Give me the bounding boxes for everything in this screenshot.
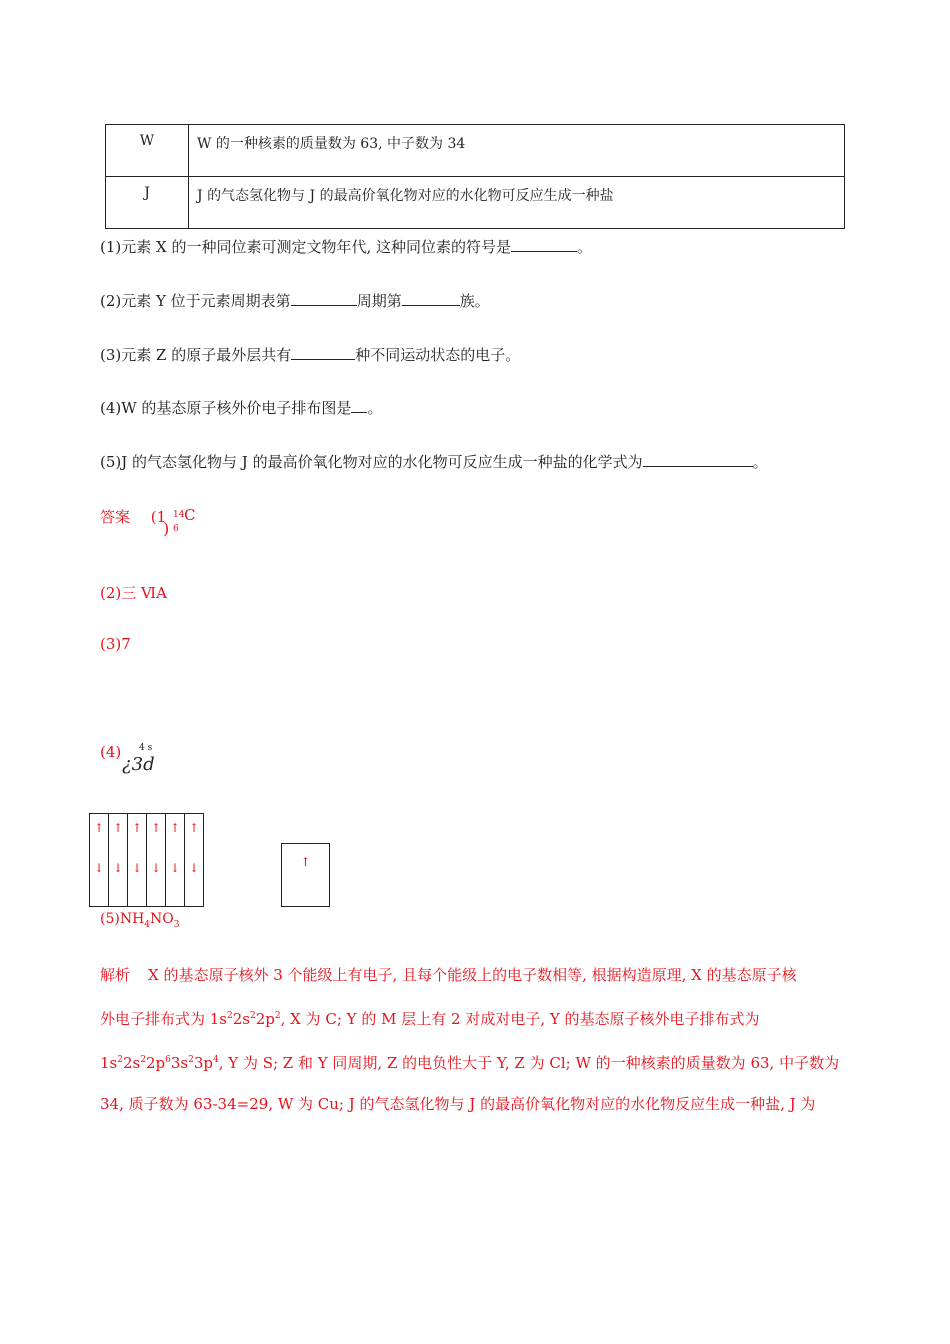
spin-up-arrow: ↑ (150, 821, 162, 835)
explanation (100, 955, 860, 1125)
answer-5 (100, 911, 180, 930)
question-text: 种不同运动状态的电子。 (355, 346, 521, 364)
orbital-box (147, 814, 166, 906)
answer-blank (291, 345, 355, 360)
superscript: 2 (188, 1055, 194, 1065)
spin-down-arrow: ↓ (93, 861, 105, 875)
question-text: (1)元素 X 的一种同位素可测定文物年代, 这种同位素的符号是 (100, 238, 512, 256)
question-text: (4)W 的基态原子核外价电子排布图是 (100, 399, 352, 417)
table-desc-cell: J 的气态氢化物与 J 的最高价氧化物对应的水化物可反应生成一种盐 (189, 177, 845, 229)
answer-4-prefix: (4) (100, 743, 122, 761)
formula-part: NO (150, 911, 174, 927)
explanation-text: 3p (193, 1054, 213, 1072)
spin-down-arrow: ↓ (169, 861, 181, 875)
element-info-table (105, 124, 845, 229)
table-desc-cell: W 的一种核素的质量数为 63, 中子数为 34 (189, 125, 845, 177)
explanation-line (100, 996, 860, 1040)
orbital-diagram-3d (89, 813, 204, 907)
orbital-box (185, 814, 203, 906)
answer-paren: ) (163, 519, 170, 538)
formula-part: (5)NH (100, 911, 145, 927)
orbital-diagram-4s (281, 843, 330, 907)
question-text: 。 (752, 453, 768, 471)
explanation-text: 2s (122, 1054, 141, 1072)
isotope-mass-number: 14 (173, 510, 185, 520)
answer-label: 答案 (100, 508, 131, 526)
question-text: (2)元素 Y 位于元素周期表第 (100, 292, 291, 310)
table-key-cell: J (106, 177, 189, 229)
spin-up-arrow: ↑ (93, 821, 105, 835)
explanation-text: 3s (170, 1054, 189, 1072)
answer-blank (643, 452, 753, 467)
answer-blank (351, 398, 367, 413)
spin-up-arrow: ↑ (112, 821, 124, 835)
question-text: 周期第 (356, 292, 402, 310)
superscript: 4 (213, 1055, 219, 1065)
isotope-symbol: C (184, 506, 196, 524)
answer-2: (2)三 ⅥA (100, 584, 167, 602)
explanation-text: , X 为 C; Y 的 M 层上有 2 对成对电子, Y 的基态原子核外电子排布式为 (280, 1010, 760, 1028)
spin-up-arrow: ↑ (169, 821, 181, 835)
question-4 (100, 397, 382, 418)
orbital-label-4s: 4 s (139, 743, 153, 753)
explanation-text: 1s (100, 1054, 118, 1072)
answer-1 (100, 506, 166, 527)
explanation-label: 解析 (100, 966, 131, 984)
superscript: 2 (274, 1011, 281, 1021)
orbital-box (128, 814, 147, 906)
spin-down-arrow: ↓ (112, 861, 124, 875)
question-1 (100, 236, 592, 257)
spin-up-arrow: ↑ (188, 821, 200, 835)
answer-text: (1 (150, 508, 167, 526)
explanation-text: 外电子排布式为 1s (100, 1010, 228, 1028)
superscript: 2 (227, 1011, 233, 1021)
superscript: 6 (165, 1055, 171, 1065)
question-text: (5)J 的气态氢化物与 J 的最高价氧化物对应的水化物可反应生成一种盐的化学式为 (100, 453, 643, 471)
spin-down-arrow: ↓ (131, 861, 143, 875)
question-text: 。 (367, 399, 383, 417)
explanation-text: X 的基态原子核外 3 个能级上有电子, 且每个能级上的电子数相等, 根据构造原理, X 的基态原子核 (148, 966, 797, 984)
answer-blank (291, 291, 357, 306)
orbital-box (90, 814, 109, 906)
question-text: 族。 (459, 292, 490, 310)
superscript: 2 (250, 1011, 256, 1021)
explanation-text: , Y 为 S; Z 和 Y 同周期, Z 的电负性大于 Y, Z 为 Cl; W 的一种核素的质量数为 63, 中子数为 (218, 1054, 840, 1072)
superscript: 2 (140, 1055, 146, 1065)
spin-down-arrow: ↓ (150, 861, 162, 875)
spin-down-arrow: ↓ (188, 861, 200, 875)
orbital-box (109, 814, 128, 906)
orbital-label-3d: ¿3d (122, 754, 155, 775)
question-text: 。 (577, 238, 593, 256)
spin-up-arrow: ↑ (300, 855, 311, 869)
formula-subscript: 3 (173, 919, 180, 930)
explanation-text: 2s (232, 1010, 250, 1028)
table-row (106, 125, 845, 177)
explanation-line (100, 955, 860, 996)
spin-up-arrow: ↑ (131, 821, 143, 835)
question-5 (100, 451, 768, 472)
answer-blank (402, 291, 460, 306)
question-3 (100, 344, 520, 365)
orbital-box (166, 814, 185, 906)
explanation-line: 34, 质子数为 63-34=29, W 为 Cu; J 的气态氢化物与 J 的最高价氧化物对应的水化物反应生成一种盐, J 为 (100, 1095, 816, 1113)
answer-blank (511, 237, 577, 252)
table-key-cell: W (106, 125, 189, 177)
explanation-line (100, 1040, 860, 1084)
question-text: (3)元素 Z 的原子最外层共有 (100, 346, 292, 364)
table-row (106, 177, 845, 229)
explanation-text: 2p (255, 1010, 275, 1028)
explanation-text: 2p (145, 1054, 166, 1072)
isotope-atomic-number: 6 (173, 524, 179, 534)
question-2 (100, 290, 490, 311)
superscript: 2 (117, 1055, 123, 1065)
answer-3: (3)7 (100, 635, 131, 653)
formula-subscript: 4 (144, 919, 151, 930)
